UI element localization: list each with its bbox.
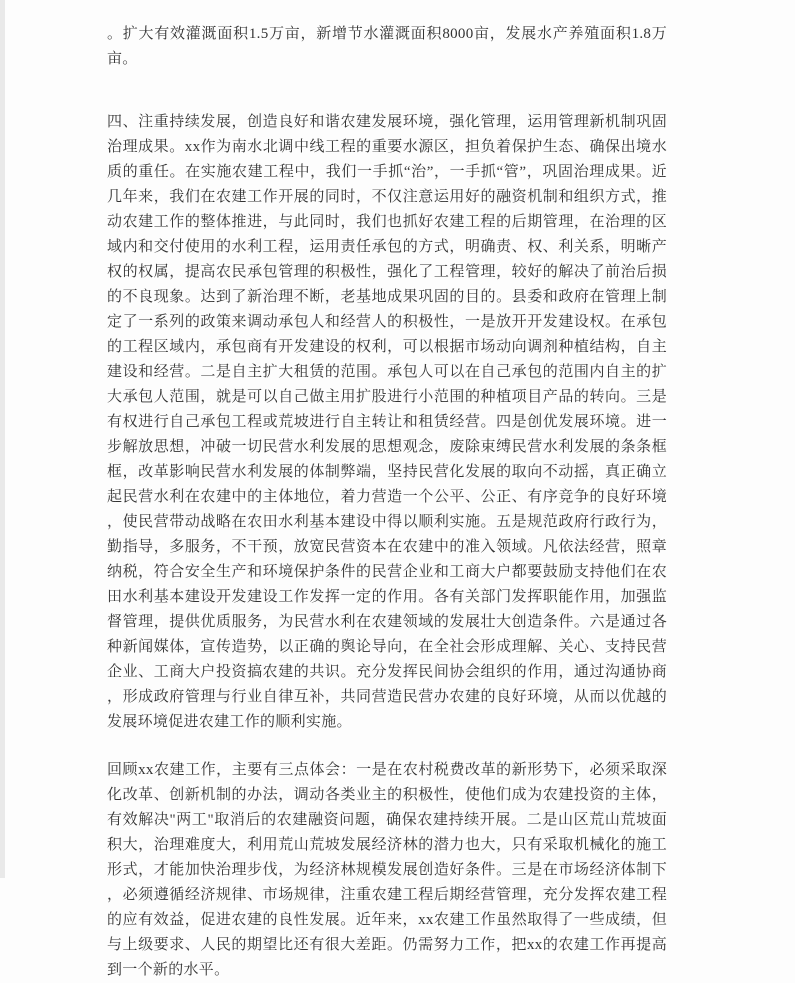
page-left-edge <box>0 0 5 878</box>
paragraph-section-four-sustainable-development: 四、注重持续发展，创造良好和谐农建发展环境，强化管理，运用管理新机制巩固治理成果。xx作为南水北调中线工程的重要水源区，担负着保护生态、确保出境水质的重任。在实施农建工程中，我们一手抓“治”，一手抓“管”，巩固治理成果。近几年来，我们在农建工作开展的同时，不仅注意运用好的融资机制和组织方式，推动农建工作的整体推进，与此同时，我们也抓好农建工程的后期管理，在治理的区域内和交付使用的水利工程，运用责任承包的方式，明确责、权、利关系，明晰产权的权属，提高农民承包管理的积极性，强化了工程管理，较好的解决了前治后损的不良现象。达到了新治理不断，老基地成果巩固的目的。县委和政府在管理上制定了一系列的政策来调动承包人和经营人的积极性，一是放开开发建设权。在承包的工程区域内，承包商有开发建设的权利，可以根据市场动向调剂种植结构，自主建设和经营。二是自主扩大租赁的范围。承包人可以在自己承包的范围内自主的扩大承包人范围，就是可以自己做主用扩股进行小范围的种植项目产品的转向。三是有权进行自己承包工程或荒坡进行自主转让和租赁经营。四是创优发展环境。进一步解放思想，冲破一切民营水利发展的思想观念，废除束缚民营水利发展的条条框框，改革影响民营水利发展的体制弊端，坚持民营化发展的取向不动摇，真正确立起民营水利在农建中的主体地位，着力营造一个公平、公正、有序竞争的良好环境，使民营带动战略在农田水利基本建设中得以顺利实施。五是规范政府行政行为，勤指导，多服务，不干预，放宽民营资本在农建中的准入领域。凡依法经营，照章纳税，符合安全生产和环境保护条件的民营企业和工商大户都要鼓励支持他们在农田水利基本建设开发建设工作发挥一定的作用。各有关部门发挥职能作用，加强监督管理，提供优质服务，为民营水利在农建领域的发展壮大创造条件。六是通过各种新闻媒体，宣传造势，以正确的舆论导向，在全社会形成理解、关心、支持民营企业、工商大户投资搞农建的共识。充分发挥民间协会组织的作用，通过沟通协商，形成政府管理与行业自律互补，共同营造民营办农建的良好环境，从而以优越的发展环境促进农建工作的顺利实施。 <box>107 114 667 730</box>
paragraph-irrigation-summary: 。扩大有效灌溉面积1.5万亩，新增节水灌溉面积8000亩，发展水产养殖面积1.8万亩。 <box>107 26 667 67</box>
document-page <box>107 22 667 983</box>
paragraph-review-three-reflections: 回顾xx农建工作，主要有三点体会：一是在农村税费改革的新形势下，必须采取深化改革、创新机制的办法，调动各类业主的积极性，使他们成为农建投资的主体，有效解决"两工"取消后的农建融资问题，确保农建持续开展。二是山区荒山荒坡面积大，治理难度大，利用荒山荒坡发展经济林的潜力也大，只有采取机械化的施工形式，才能加快治理步伐，为经济林规模发展创造好条件。三是在市场经济体制下，必须遵循经济规律、市场规律，注重农建工程后期经营管理，充分发挥农建工程的应有效益，促进农建的良性发展。近年来，xx农建工作虽然取得了一些成绩，但与上级要求、人民的期望比还有很大差距。仍需努力工作，把xx的农建工作再提高到一个新的水平。 <box>107 762 667 978</box>
